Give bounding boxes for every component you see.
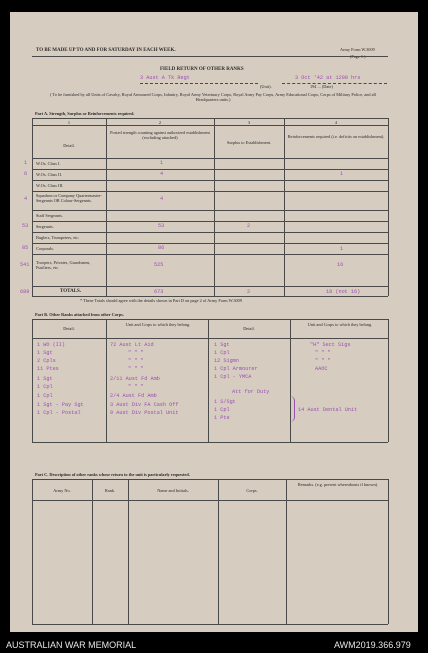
- row-wo2-margin: 6: [24, 171, 28, 177]
- footer-institution: AUSTRALIAN WAR MEMORIAL: [6, 640, 137, 650]
- partB-left-detail: 11 Ptes: [37, 366, 59, 372]
- partA-colnum-1: 1: [67, 120, 71, 125]
- partB-left-unit: 2/11 Aust Fd Amb: [110, 376, 160, 382]
- partB-left-unit: " " ": [128, 366, 144, 372]
- partB-right-detail: Att for Duty: [232, 389, 270, 395]
- partC-header-corps: Corps.: [246, 488, 258, 493]
- partB-right-unit: " " ": [315, 350, 331, 356]
- totals-reinf: 18 (not 16): [326, 289, 361, 295]
- unit-label: (Unit).: [260, 84, 272, 89]
- partA-colnum-2: 2: [158, 120, 162, 125]
- totals-surplus: 2: [247, 289, 251, 295]
- partB-left-detail: 2 Cpls: [37, 358, 56, 364]
- row-ssgt-detail: Staff Sergeants.: [36, 213, 64, 218]
- totals-posted: 673: [154, 289, 164, 295]
- partB-right-unit: " " ": [315, 358, 331, 364]
- row-wo1-posted: 1: [160, 160, 164, 166]
- partB-right-unit: "H" Sect Sigs: [310, 342, 351, 348]
- partB-right-detail: 1 Cpl: [214, 407, 230, 413]
- brace-mark: [290, 396, 295, 422]
- partB-header-unit-right: Unit and Corps to which they belong.: [307, 322, 373, 327]
- partC-title: Part C. Description of other ranks whose return to the unit is particularly requested.: [35, 472, 190, 477]
- partA-colnum-4: 4: [334, 120, 338, 125]
- partB-left-detail: 1 WO (II): [37, 342, 66, 348]
- partB-left-unit: " " ": [128, 350, 144, 356]
- partA-header-detail: Detail.: [63, 143, 75, 148]
- partB-left-detail: 1 Sgt - Pay Sgt: [37, 402, 84, 408]
- partB-header-detail-right: Detail.: [243, 326, 255, 331]
- partB-right-detail: 1 Sgt: [214, 342, 230, 348]
- partB-right-detail: 12 Sigmn: [214, 358, 239, 364]
- form-page: [10, 12, 418, 632]
- row-sgt-margin: 53: [22, 223, 29, 229]
- partB-right-detail: 1 Cpl - YMCA: [214, 374, 252, 380]
- partB-header-detail-left: Detail.: [63, 326, 75, 331]
- date-label: 194 ... (Date): [310, 84, 333, 89]
- row-wo2-posted: 4: [160, 171, 164, 177]
- partB-header-unit-left: Unit and Corps to which they belong.: [125, 322, 191, 327]
- partB-right-detail: 1 Pte: [214, 415, 230, 421]
- partB-left-detail: 1 Cpl - Postal: [37, 410, 81, 416]
- partC-header-armyno: Army No.: [53, 488, 71, 493]
- row-bugler-detail: Buglers, Trumpeters, etc.: [36, 235, 80, 240]
- totals-label: TOTALS.: [60, 289, 82, 294]
- partC-header-remarks: Remarks. (e.g. present whereabouts if known).: [297, 482, 379, 487]
- row-pte-detail: Troopers, Privates, Guardsmen, Fusiliers, etc.: [36, 260, 91, 270]
- row-wo1-detail: W.Os. Class I.: [36, 161, 61, 166]
- row-cqms-detail: Squadron or Company Quartermaster-Sergeants OR Colour-Sergeants.: [36, 193, 102, 203]
- partA-colnum-3: 3: [247, 120, 251, 125]
- partA-title: Part A. Strength, Surplus or Reinforcements required.: [35, 111, 135, 116]
- page-number: (Page 1.): [350, 54, 366, 59]
- partA-header-posted: Posted strength counting against authorized establishment (excluding attached): [110, 130, 210, 140]
- partB-right-unit: 14 Aust Dental Unit: [298, 407, 358, 413]
- row-wo2-reinf: 1: [340, 171, 344, 177]
- partA-footnote: * These Totals should agree with the details shown in Part D on page 2 of Army Form W.3009: [80, 298, 242, 303]
- partB-left-unit: 9 Aust Div Postal Unit: [110, 410, 179, 416]
- date-value: 3 Oct '42 at 1200 hrs: [295, 75, 361, 81]
- partB-left-unit: 2/4 Aust Fd Amb: [110, 393, 157, 399]
- form-number: Army Form W.3009: [340, 47, 375, 52]
- partB-title: Part B. Other Ranks attached from other Corps.: [35, 312, 124, 317]
- row-pte-posted: 525: [154, 262, 164, 268]
- row-sgt-detail: Sergeants.: [36, 224, 54, 229]
- partA-header-surplus: Surplus to Establishment.: [226, 140, 272, 145]
- row-cqms-margin: 4: [24, 196, 28, 202]
- partB-left-detail: 1 Cpl: [37, 393, 53, 399]
- row-pte-margin: 541: [20, 262, 30, 268]
- row-cpl-reinf: 1: [340, 246, 344, 252]
- partB-left-unit: 72 Aust Lt Aid: [110, 342, 154, 348]
- partC-header-rank: Rank.: [104, 488, 116, 493]
- partB-left-unit: " " ": [128, 358, 144, 364]
- footer-accession: AWM2019.366.979: [334, 640, 411, 650]
- partB-left-unit: 3 Aust Div FA Cash Off: [110, 402, 179, 408]
- row-cpl-detail: Corporals.: [36, 246, 55, 251]
- row-sgt-surplus: 2: [247, 223, 251, 229]
- row-wo3-detail: W.Os. Class III.: [36, 183, 64, 188]
- row-pte-reinf: 16: [337, 262, 344, 268]
- partB-right-unit: AAOC: [315, 366, 328, 372]
- partB-right-detail: 1 Cpl Armourer: [214, 366, 258, 372]
- row-wo1-margin: 1: [24, 160, 28, 166]
- partB-left-detail: 1 Sgt: [37, 376, 53, 382]
- form-title: FIELD RETURN OF OTHER RANKS: [160, 67, 244, 72]
- row-cpl-posted: 86: [158, 245, 165, 251]
- row-cpl-margin: 85: [22, 245, 29, 251]
- header-instruction: TO BE MADE UP TO AND FOR SATURDAY IN EACH WEEK.: [36, 48, 176, 53]
- row-sgt-posted: 53: [158, 223, 165, 229]
- partB-right-detail: 1 S/Sgt: [214, 399, 236, 405]
- unit-value: 3 Aust A Tk Regt: [140, 75, 190, 81]
- partA-header-reinf: Reinforcements required (i.e. deficits on establishment).: [287, 134, 385, 139]
- partB-left-detail: 1 Sgt: [37, 350, 53, 356]
- partB-left-unit: " " ": [128, 384, 144, 390]
- form-note: ( To be furnished by all Units of Cavalry, Royal Armoured Corps, Infantry, Royal Army Veterinary Corps, Royal Army Pay Corps, Army Educational Corps, Corps of Military Police, and all Headquarters units.): [50, 92, 376, 102]
- row-wo2-detail: W.Os. Class II.: [36, 172, 62, 177]
- row-cqms-posted: 4: [160, 196, 164, 202]
- totals-margin: 689: [20, 289, 30, 295]
- partB-left-detail: 1 Cpl: [37, 384, 53, 390]
- partC-header-name: Name and Initials.: [157, 488, 189, 493]
- partB-right-detail: 1 Cpl: [214, 350, 230, 356]
